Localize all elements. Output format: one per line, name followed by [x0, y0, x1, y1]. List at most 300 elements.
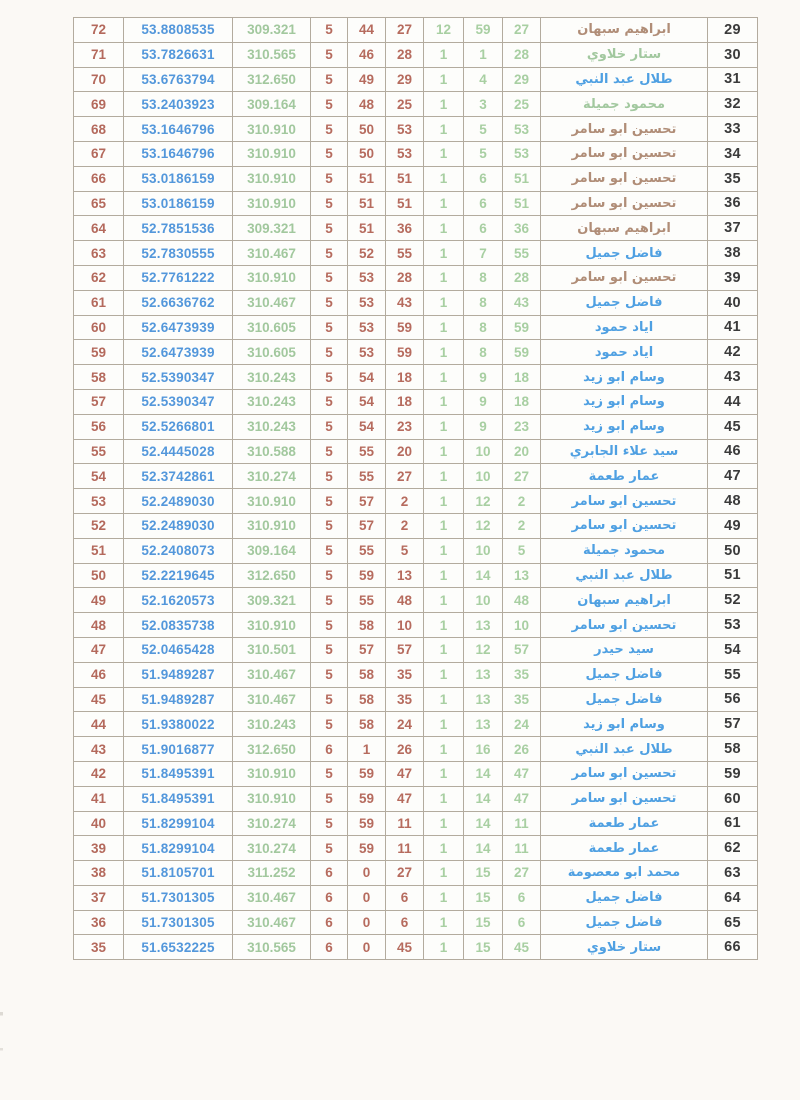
- minute-cell: 51: [348, 167, 386, 192]
- second-cell: 24: [386, 712, 424, 737]
- row-number-cell: 65: [708, 911, 758, 936]
- hour-cell: 5: [311, 836, 348, 861]
- table-row: [74, 390, 758, 415]
- rank-cell: 63: [74, 241, 124, 266]
- hour-cell: 6: [311, 886, 348, 911]
- name-cell: محمود جميلة: [541, 92, 708, 117]
- minute-cell: 55: [348, 539, 386, 564]
- g3-cell: 35: [503, 663, 541, 688]
- value-cell: 312.650: [233, 737, 311, 762]
- g1-cell: 1: [424, 92, 464, 117]
- g2-cell: 10: [464, 539, 503, 564]
- rank-cell: 60: [74, 316, 124, 341]
- minute-cell: 50: [348, 142, 386, 167]
- hour-cell: 5: [311, 192, 348, 217]
- g1-cell: 1: [424, 638, 464, 663]
- rank-cell: 42: [74, 762, 124, 787]
- second-cell: 53: [386, 142, 424, 167]
- name-cell: عمار طعمة: [541, 464, 708, 489]
- g1-cell: 1: [424, 688, 464, 713]
- g2-cell: 4: [464, 68, 503, 93]
- score-cell: 51.8495391: [124, 762, 233, 787]
- row-number-cell: 56: [708, 688, 758, 713]
- rank-cell: 58: [74, 365, 124, 390]
- rank-cell: 50: [74, 564, 124, 589]
- minute-cell: 53: [348, 291, 386, 316]
- row-number-cell: 64: [708, 886, 758, 911]
- value-cell: 310.910: [233, 514, 311, 539]
- minute-cell: 55: [348, 588, 386, 613]
- name-cell: تحسين ابو سامر: [541, 762, 708, 787]
- table-row: [74, 142, 758, 167]
- name-cell: وسام ابو زيد: [541, 390, 708, 415]
- hour-cell: 5: [311, 588, 348, 613]
- rank-cell: 59: [74, 340, 124, 365]
- score-cell: 53.8808535: [124, 18, 233, 43]
- second-cell: 53: [386, 117, 424, 142]
- hour-cell: 5: [311, 539, 348, 564]
- table-row: [74, 365, 758, 390]
- g2-cell: 5: [464, 117, 503, 142]
- minute-cell: 58: [348, 613, 386, 638]
- table-row: [74, 688, 758, 713]
- table-row: [74, 92, 758, 117]
- g3-cell: 27: [503, 464, 541, 489]
- g1-cell: 1: [424, 564, 464, 589]
- score-cell: 51.6532225: [124, 935, 233, 960]
- score-cell: 53.1646796: [124, 142, 233, 167]
- row-number-cell: 35: [708, 167, 758, 192]
- hour-cell: 6: [311, 935, 348, 960]
- second-cell: 2: [386, 514, 424, 539]
- value-cell: 310.467: [233, 241, 311, 266]
- row-number-cell: 31: [708, 68, 758, 93]
- g1-cell: 1: [424, 539, 464, 564]
- score-cell: 53.7826631: [124, 43, 233, 68]
- minute-cell: 53: [348, 316, 386, 341]
- row-number-cell: 50: [708, 539, 758, 564]
- minute-cell: 53: [348, 340, 386, 365]
- rank-cell: 46: [74, 663, 124, 688]
- second-cell: 5: [386, 539, 424, 564]
- row-number-cell: 61: [708, 812, 758, 837]
- second-cell: 35: [386, 688, 424, 713]
- g2-cell: 8: [464, 266, 503, 291]
- rank-cell: 35: [74, 935, 124, 960]
- name-cell: ابراهيم سبهان: [541, 588, 708, 613]
- table-row: [74, 762, 758, 787]
- g3-cell: 6: [503, 911, 541, 936]
- name-cell: عمار طعمة: [541, 812, 708, 837]
- hour-cell: 5: [311, 241, 348, 266]
- second-cell: 27: [386, 861, 424, 886]
- table-row: [74, 167, 758, 192]
- g3-cell: 47: [503, 787, 541, 812]
- value-cell: 310.467: [233, 911, 311, 936]
- g3-cell: 18: [503, 390, 541, 415]
- minute-cell: 58: [348, 712, 386, 737]
- row-number-cell: 62: [708, 836, 758, 861]
- g2-cell: 14: [464, 836, 503, 861]
- table-row: [74, 514, 758, 539]
- minute-cell: 46: [348, 43, 386, 68]
- row-number-cell: 41: [708, 316, 758, 341]
- second-cell: 55: [386, 241, 424, 266]
- g1-cell: 1: [424, 68, 464, 93]
- value-cell: 311.252: [233, 861, 311, 886]
- table-row: [74, 316, 758, 341]
- hour-cell: 5: [311, 688, 348, 713]
- minute-cell: 44: [348, 18, 386, 43]
- value-cell: 310.605: [233, 316, 311, 341]
- g1-cell: 1: [424, 266, 464, 291]
- table-row: [74, 266, 758, 291]
- hour-cell: 5: [311, 489, 348, 514]
- score-cell: 52.3742861: [124, 464, 233, 489]
- g3-cell: 53: [503, 117, 541, 142]
- rank-cell: 37: [74, 886, 124, 911]
- score-cell: 51.8299104: [124, 812, 233, 837]
- g2-cell: 12: [464, 638, 503, 663]
- value-cell: 310.605: [233, 340, 311, 365]
- score-cell: 53.6763794: [124, 68, 233, 93]
- name-cell: وسام ابو زيد: [541, 365, 708, 390]
- table-row: [74, 117, 758, 142]
- rank-cell: 49: [74, 588, 124, 613]
- minute-cell: 59: [348, 812, 386, 837]
- name-cell: طلال عبد النبي: [541, 737, 708, 762]
- g3-cell: 48: [503, 588, 541, 613]
- name-cell: سيد حيدر: [541, 638, 708, 663]
- value-cell: 310.910: [233, 266, 311, 291]
- table-row: [74, 415, 758, 440]
- rank-cell: 53: [74, 489, 124, 514]
- name-cell: وسام ابو زيد: [541, 415, 708, 440]
- second-cell: 59: [386, 340, 424, 365]
- g3-cell: 59: [503, 340, 541, 365]
- minute-cell: 57: [348, 514, 386, 539]
- minute-cell: 54: [348, 415, 386, 440]
- name-cell: تحسين ابو سامر: [541, 142, 708, 167]
- name-cell: فاضل جميل: [541, 911, 708, 936]
- hour-cell: 5: [311, 514, 348, 539]
- minute-cell: 49: [348, 68, 386, 93]
- hour-cell: 5: [311, 415, 348, 440]
- rank-cell: 54: [74, 464, 124, 489]
- row-number-cell: 53: [708, 613, 758, 638]
- name-cell: فاضل جميل: [541, 663, 708, 688]
- table-row: [74, 663, 758, 688]
- g2-cell: 6: [464, 216, 503, 241]
- name-cell: محمد ابو معصومة: [541, 861, 708, 886]
- rank-cell: 39: [74, 836, 124, 861]
- rank-cell: 38: [74, 861, 124, 886]
- g1-cell: 1: [424, 316, 464, 341]
- score-cell: 51.8105701: [124, 861, 233, 886]
- name-cell: تحسين ابو سامر: [541, 167, 708, 192]
- g3-cell: 13: [503, 564, 541, 589]
- row-number-cell: 32: [708, 92, 758, 117]
- row-number-cell: 63: [708, 861, 758, 886]
- g1-cell: 1: [424, 935, 464, 960]
- table-row: [74, 638, 758, 663]
- score-cell: 52.2408073: [124, 539, 233, 564]
- hour-cell: 5: [311, 440, 348, 465]
- g1-cell: 1: [424, 514, 464, 539]
- minute-cell: 1: [348, 737, 386, 762]
- hour-cell: 5: [311, 167, 348, 192]
- g3-cell: 5: [503, 539, 541, 564]
- name-cell: اياد حمود: [541, 316, 708, 341]
- rank-cell: 72: [74, 18, 124, 43]
- name-cell: تحسين ابو سامر: [541, 514, 708, 539]
- g1-cell: 12: [424, 18, 464, 43]
- second-cell: 20: [386, 440, 424, 465]
- minute-cell: 59: [348, 762, 386, 787]
- second-cell: 26: [386, 737, 424, 762]
- score-cell: 52.2489030: [124, 514, 233, 539]
- table-row: [74, 787, 758, 812]
- g1-cell: 1: [424, 737, 464, 762]
- g2-cell: 10: [464, 440, 503, 465]
- hour-cell: 5: [311, 291, 348, 316]
- g1-cell: 1: [424, 663, 464, 688]
- rank-cell: 44: [74, 712, 124, 737]
- table-row: [74, 861, 758, 886]
- value-cell: 310.274: [233, 464, 311, 489]
- rank-cell: 65: [74, 192, 124, 217]
- minute-cell: 59: [348, 564, 386, 589]
- g2-cell: 13: [464, 663, 503, 688]
- g3-cell: 28: [503, 266, 541, 291]
- second-cell: 18: [386, 390, 424, 415]
- g2-cell: 6: [464, 192, 503, 217]
- minute-cell: 52: [348, 241, 386, 266]
- row-number-cell: 66: [708, 935, 758, 960]
- g2-cell: 6: [464, 167, 503, 192]
- g2-cell: 12: [464, 489, 503, 514]
- g1-cell: 1: [424, 886, 464, 911]
- g1-cell: 1: [424, 142, 464, 167]
- table-row: [74, 216, 758, 241]
- g2-cell: 16: [464, 737, 503, 762]
- value-cell: 309.164: [233, 539, 311, 564]
- hour-cell: 5: [311, 663, 348, 688]
- row-number-cell: 44: [708, 390, 758, 415]
- score-cell: 52.6636762: [124, 291, 233, 316]
- rank-cell: 71: [74, 43, 124, 68]
- value-cell: 310.243: [233, 712, 311, 737]
- name-cell: سيد علاء الجابري: [541, 440, 708, 465]
- g2-cell: 13: [464, 688, 503, 713]
- score-cell: 51.9489287: [124, 663, 233, 688]
- value-cell: 309.321: [233, 18, 311, 43]
- minute-cell: 55: [348, 464, 386, 489]
- hour-cell: 5: [311, 92, 348, 117]
- g1-cell: 1: [424, 340, 464, 365]
- rank-cell: 55: [74, 440, 124, 465]
- g1-cell: 1: [424, 365, 464, 390]
- g1-cell: 1: [424, 762, 464, 787]
- name-cell: تحسين ابو سامر: [541, 787, 708, 812]
- g3-cell: 23: [503, 415, 541, 440]
- row-number-cell: 29: [708, 18, 758, 43]
- hour-cell: 5: [311, 365, 348, 390]
- g1-cell: 1: [424, 390, 464, 415]
- row-number-cell: 36: [708, 192, 758, 217]
- hour-cell: 5: [311, 787, 348, 812]
- value-cell: 310.274: [233, 836, 311, 861]
- g2-cell: 13: [464, 613, 503, 638]
- hour-cell: 6: [311, 861, 348, 886]
- table-row: [74, 588, 758, 613]
- score-cell: 52.7761222: [124, 266, 233, 291]
- name-cell: ستار خلاوي: [541, 935, 708, 960]
- hour-cell: 5: [311, 464, 348, 489]
- second-cell: 27: [386, 464, 424, 489]
- g2-cell: 12: [464, 514, 503, 539]
- hour-cell: 5: [311, 142, 348, 167]
- table-row: [74, 43, 758, 68]
- g3-cell: 43: [503, 291, 541, 316]
- g2-cell: 15: [464, 861, 503, 886]
- g1-cell: 1: [424, 117, 464, 142]
- value-cell: 310.565: [233, 43, 311, 68]
- name-cell: فاضل جميل: [541, 291, 708, 316]
- g2-cell: 1: [464, 43, 503, 68]
- score-cell: 51.8495391: [124, 787, 233, 812]
- name-cell: وسام ابو زيد: [541, 712, 708, 737]
- second-cell: 43: [386, 291, 424, 316]
- g1-cell: 1: [424, 440, 464, 465]
- second-cell: 59: [386, 316, 424, 341]
- second-cell: 11: [386, 836, 424, 861]
- hour-cell: 5: [311, 266, 348, 291]
- table-row: [74, 613, 758, 638]
- rank-cell: 45: [74, 688, 124, 713]
- score-cell: 51.7301305: [124, 886, 233, 911]
- minute-cell: 58: [348, 663, 386, 688]
- g1-cell: 1: [424, 464, 464, 489]
- rank-cell: 47: [74, 638, 124, 663]
- value-cell: 310.910: [233, 762, 311, 787]
- value-cell: 310.467: [233, 663, 311, 688]
- row-number-cell: 46: [708, 440, 758, 465]
- g3-cell: 51: [503, 167, 541, 192]
- row-number-cell: 59: [708, 762, 758, 787]
- minute-cell: 58: [348, 688, 386, 713]
- table-row: [74, 291, 758, 316]
- score-cell: 52.5390347: [124, 390, 233, 415]
- score-cell: 52.6473939: [124, 340, 233, 365]
- table-row: [74, 564, 758, 589]
- hour-cell: 5: [311, 18, 348, 43]
- g1-cell: 1: [424, 216, 464, 241]
- g3-cell: 10: [503, 613, 541, 638]
- minute-cell: 0: [348, 911, 386, 936]
- second-cell: 28: [386, 43, 424, 68]
- row-number-cell: 34: [708, 142, 758, 167]
- minute-cell: 59: [348, 836, 386, 861]
- score-cell: 52.4445028: [124, 440, 233, 465]
- table-row: [74, 712, 758, 737]
- g2-cell: 5: [464, 142, 503, 167]
- value-cell: 309.164: [233, 92, 311, 117]
- value-cell: 310.910: [233, 142, 311, 167]
- value-cell: 309.321: [233, 588, 311, 613]
- value-cell: 312.650: [233, 68, 311, 93]
- row-number-cell: 37: [708, 216, 758, 241]
- g3-cell: 26: [503, 737, 541, 762]
- value-cell: 310.467: [233, 886, 311, 911]
- minute-cell: 48: [348, 92, 386, 117]
- rank-cell: 43: [74, 737, 124, 762]
- g1-cell: 1: [424, 787, 464, 812]
- value-cell: 310.243: [233, 390, 311, 415]
- rank-cell: 56: [74, 415, 124, 440]
- name-cell: عمار طعمة: [541, 836, 708, 861]
- second-cell: 45: [386, 935, 424, 960]
- g3-cell: 53: [503, 142, 541, 167]
- name-cell: محمود جميلة: [541, 539, 708, 564]
- g2-cell: 8: [464, 340, 503, 365]
- name-cell: فاضل جميل: [541, 241, 708, 266]
- row-number-cell: 54: [708, 638, 758, 663]
- name-cell: تحسين ابو سامر: [541, 117, 708, 142]
- score-cell: 52.2489030: [124, 489, 233, 514]
- g2-cell: 15: [464, 886, 503, 911]
- hour-cell: 6: [311, 911, 348, 936]
- value-cell: 310.467: [233, 291, 311, 316]
- second-cell: 51: [386, 192, 424, 217]
- row-number-cell: 51: [708, 564, 758, 589]
- score-cell: 52.6473939: [124, 316, 233, 341]
- g1-cell: 1: [424, 192, 464, 217]
- value-cell: 309.321: [233, 216, 311, 241]
- row-number-cell: 43: [708, 365, 758, 390]
- g3-cell: 47: [503, 762, 541, 787]
- score-cell: 53.0186159: [124, 167, 233, 192]
- second-cell: 11: [386, 812, 424, 837]
- scan-edge-artifact: [0, 985, 3, 1075]
- score-cell: 53.0186159: [124, 192, 233, 217]
- row-number-cell: 33: [708, 117, 758, 142]
- value-cell: 310.910: [233, 613, 311, 638]
- minute-cell: 59: [348, 787, 386, 812]
- second-cell: 35: [386, 663, 424, 688]
- g2-cell: 8: [464, 291, 503, 316]
- g2-cell: 14: [464, 564, 503, 589]
- rank-cell: 40: [74, 812, 124, 837]
- g2-cell: 9: [464, 415, 503, 440]
- g3-cell: 51: [503, 192, 541, 217]
- second-cell: 47: [386, 762, 424, 787]
- score-cell: 53.1646796: [124, 117, 233, 142]
- name-cell: تحسين ابو سامر: [541, 192, 708, 217]
- row-number-cell: 40: [708, 291, 758, 316]
- g1-cell: 1: [424, 861, 464, 886]
- row-number-cell: 48: [708, 489, 758, 514]
- table-row: [74, 935, 758, 960]
- row-number-cell: 49: [708, 514, 758, 539]
- score-cell: 52.7830555: [124, 241, 233, 266]
- name-cell: تحسين ابو سامر: [541, 266, 708, 291]
- g3-cell: 24: [503, 712, 541, 737]
- g2-cell: 15: [464, 911, 503, 936]
- score-cell: 51.9380022: [124, 712, 233, 737]
- value-cell: 310.243: [233, 415, 311, 440]
- g3-cell: 6: [503, 886, 541, 911]
